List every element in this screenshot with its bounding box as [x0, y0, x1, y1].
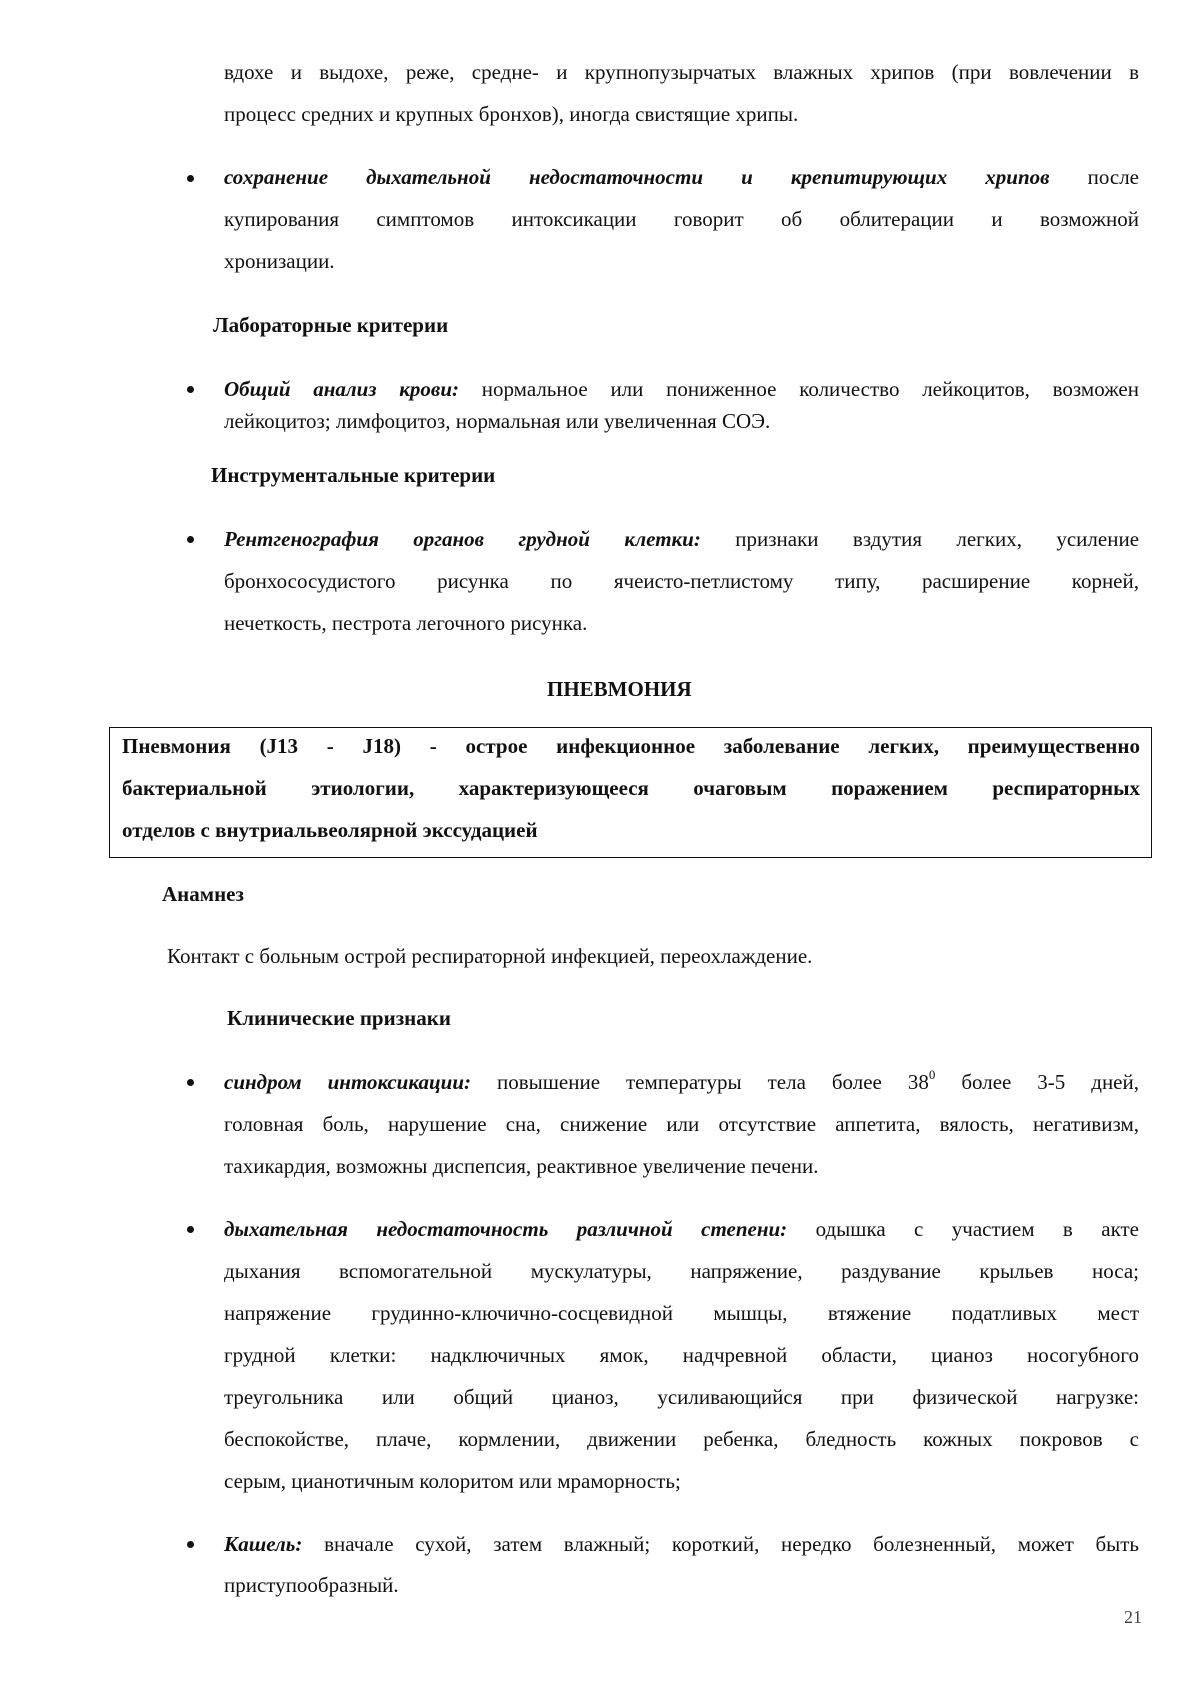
- instrumental-criteria-heading: Инструментальные критерии: [211, 463, 496, 487]
- bullet-cough-line-1: [224, 1532, 1139, 1557]
- degree-superscript: 0: [928, 1067, 936, 1082]
- bullet-intox-term: синдром интоксикации:: [224, 1070, 472, 1094]
- bullet-obliteration-line-1: [224, 165, 1139, 190]
- bullet-marker: [187, 1079, 194, 1086]
- page-number: 21: [1124, 1607, 1142, 1627]
- bullet-obliteration-line-3: хронизации.: [224, 249, 335, 273]
- bullet-marker: [187, 536, 194, 543]
- bullet-marker: [187, 1541, 194, 1548]
- continuation-line-1: вдохе и выдохе, реже, средне- и крупнопузырчатых влажных хрипов (при вовлечении в: [224, 60, 1139, 84]
- bullet-obliteration-line-1-rest: после: [1087, 165, 1139, 189]
- bullet-xray-line-1-rest: признаки вздутия легких, усиление: [735, 527, 1140, 551]
- bullet-intox-line-3: тахикардия, возможны диспепсия, реактивное увеличение печени.: [224, 1154, 819, 1178]
- bullet-blood-term: Общий анализ крови:: [224, 377, 459, 401]
- anamnesis-text: Контакт с больным острой респираторной инфекцией, переохлаждение.: [167, 944, 813, 968]
- bullet-cough-term: Кашель:: [224, 1532, 303, 1556]
- bullet-blood-line-2: лейкоцитоз; лимфоцитоз, нормальная или увеличенная СОЭ.: [224, 409, 771, 433]
- bullet-intox-line-1-a: повышение температуры тела более 38: [496, 1070, 929, 1094]
- continuation-line-2: процесс средних и крупных бронхов), иногда свистящие хрипы.: [224, 102, 799, 126]
- definition-line-1: Пневмония (J13 - J18) - острое инфекционное заболевание легких, преимущественно: [122, 734, 1140, 758]
- bullet-marker: [187, 175, 194, 182]
- bullet-resp-line-5: треугольника или общий цианоз, усиливающийся при физической нагрузке:: [224, 1385, 1139, 1409]
- bullet-resp-line-6: беспокойстве, плаче, кормлении, движении ребенка, бледность кожных покровов с: [224, 1427, 1139, 1451]
- definition-line-3: отделов с внутриальвеолярной экссудацией: [122, 818, 538, 842]
- bullet-resp-line-7: серым, цианотичным колоритом или мраморность;: [224, 1469, 681, 1493]
- bullet-intox-line-2: головная боль, нарушение сна, снижение или отсутствие аппетита, вялость, негативизм,: [224, 1112, 1139, 1136]
- bullet-resp-line-1: [224, 1217, 1139, 1242]
- bullet-obliteration-line-2: купирования симптомов интоксикации говорит об облитерации и возможной: [224, 207, 1139, 231]
- bullet-resp-term: дыхательная недостаточность различной степени:: [224, 1217, 788, 1241]
- clinical-signs-heading: Клинические признаки: [227, 1006, 451, 1030]
- bullet-intox-line-1-b: более 3-5 дней,: [961, 1070, 1139, 1094]
- bullet-blood-line-1: [224, 377, 1139, 402]
- bullet-resp-line-3: напряжение грудинно-ключично-сосцевидной мышцы, втяжение податливых мест: [224, 1301, 1139, 1325]
- bullet-xray-line-3: нечеткость, пестрота легочного рисунка.: [224, 611, 588, 635]
- bullet-cough-line-2: приступообразный.: [224, 1573, 399, 1597]
- section-title: ПНЕВМОНИЯ: [547, 677, 692, 701]
- bullet-resp-line-4: грудной клетки: надключичных ямок, надчревной области, цианоз носогубного: [224, 1343, 1139, 1367]
- bullet-blood-line-1-rest: нормальное или пониженное количество лейкоцитов, возможен: [481, 377, 1139, 401]
- anamnesis-heading: Анамнез: [162, 882, 244, 906]
- bullet-xray-term: Рентгенография органов грудной клетки:: [224, 527, 701, 551]
- bullet-intox-line-1: [224, 1067, 1139, 1095]
- bullet-xray-line-1: [224, 527, 1139, 552]
- lab-criteria-heading: Лабораторные критерии: [213, 313, 449, 337]
- bullet-marker: [187, 1226, 194, 1233]
- definition-line-2: бактериальной этиологии, характеризующееся очаговым поражением респираторных: [122, 776, 1140, 800]
- bullet-cough-line-1-rest: вначале сухой, затем влажный; короткий, нередко болезненный, может быть: [324, 1532, 1139, 1556]
- bullet-resp-line-2: дыхания вспомогательной мускулатуры, напряжение, раздувание крыльев носа;: [224, 1259, 1139, 1283]
- bullet-resp-line-1-rest: одышка с участием в акте: [815, 1217, 1140, 1241]
- bullet-marker: [187, 386, 194, 393]
- bullet-obliteration-term: сохранение дыхательной недостаточности и крепитирующих хрипов: [224, 165, 1050, 189]
- bullet-xray-line-2: бронхососудистого рисунка по ячеисто-петлистому типу, расширение корней,: [224, 569, 1139, 593]
